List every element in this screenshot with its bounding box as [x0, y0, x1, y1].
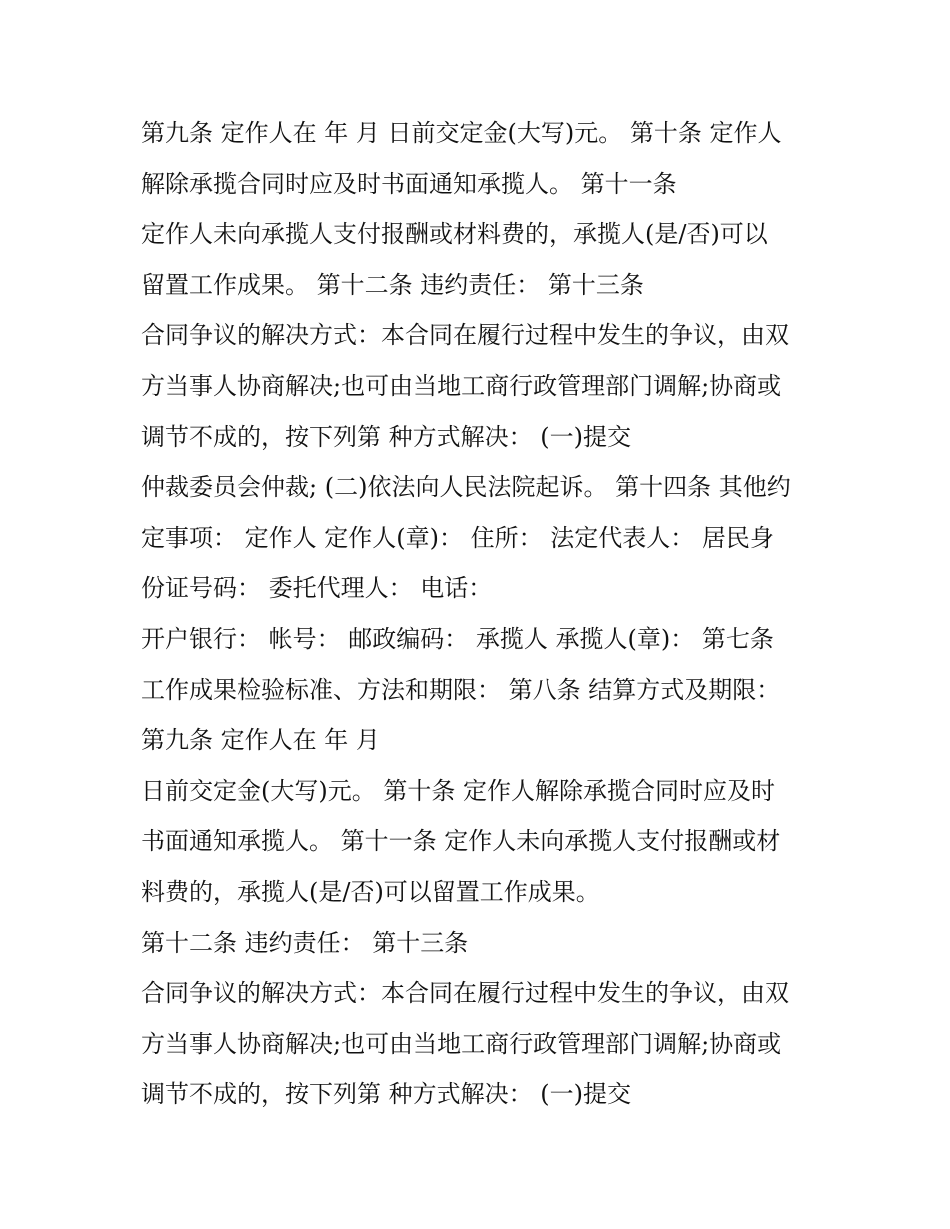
text-line: 仲裁委员会仲裁; (二)依法向人民法院起诉。 第十四条 其他约	[141, 473, 791, 502]
text-line: 第九条 定作人在 年 月	[141, 726, 380, 755]
text-line: 调节不成的，按下列第 种方式解决： (一)提交	[141, 422, 631, 451]
text-line: 合同争议的解决方式：本合同在履行过程中发生的争议，由双	[141, 321, 789, 350]
text-line: 开户银行： 帐号： 邮政编码： 承揽人 承揽人(章)： 第七条	[141, 624, 774, 653]
text-line: 第九条 定作人在 年 月 日前交定金(大写)元。 第十条 定作人	[141, 119, 782, 147]
text-line: 定事项： 定作人 定作人(章)： 住所： 法定代表人： 居民身	[141, 523, 774, 552]
text-line: 方当事人协商解决;也可由当地工商行政管理部门调解;协商或	[141, 371, 782, 400]
text-line: 料费的，承揽人(是/否)可以留置工作成果。	[141, 877, 600, 906]
text-line: 调节不成的，按下列第 种方式解决： (一)提交	[141, 1080, 631, 1109]
text-line: 第十二条 违约责任： 第十三条	[141, 928, 469, 957]
contract-text-body	[141, 108, 831, 1120]
text-line: 留置工作成果。 第十二条 违约责任： 第十三条	[141, 270, 644, 299]
text-line: 份证号码： 委托代理人： 电话：	[141, 574, 493, 603]
text-line: 定作人未向承揽人支付报酬或材料费的，承揽人(是/否)可以	[141, 220, 768, 249]
text-line: 合同争议的解决方式：本合同在履行过程中发生的争议，由双	[141, 979, 789, 1008]
text-line: 书面通知承揽人。 第十一条 定作人未向承揽人支付报酬或材	[141, 827, 781, 856]
text-line: 工作成果检验标准、方法和期限： 第八条 结算方式及期限：	[141, 675, 781, 704]
text-line: 方当事人协商解决;也可由当地工商行政管理部门调解;协商或	[141, 1029, 782, 1058]
text-line: 日前交定金(大写)元。 第十条 定作人解除承揽合同时应及时	[141, 776, 775, 805]
text-line: 解除承揽合同时应及时书面通知承揽人。 第十一条	[141, 169, 677, 198]
